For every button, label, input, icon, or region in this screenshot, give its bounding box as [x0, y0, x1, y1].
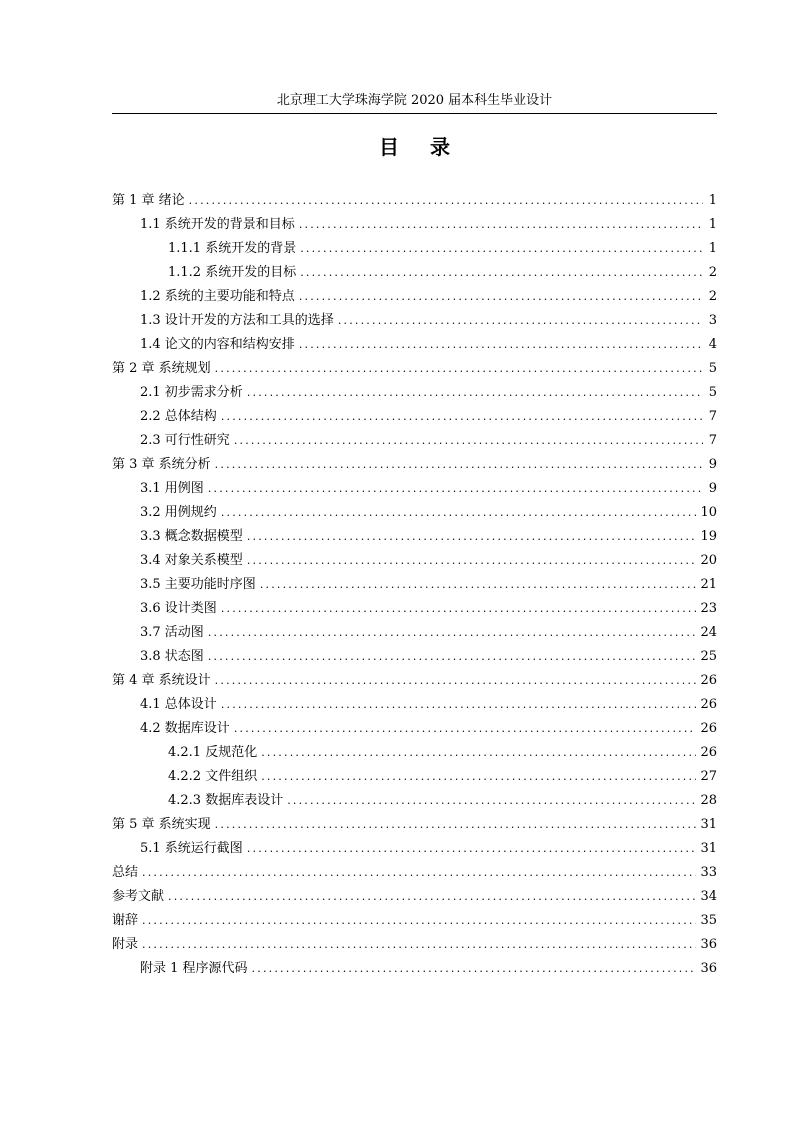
toc-entry-label: 3.6 设计类图: [140, 601, 217, 616]
toc-dot-leader: [260, 573, 697, 597]
toc-entry-label: 4.1 总体设计: [140, 697, 217, 712]
toc-entry-label: 总结: [112, 865, 139, 880]
toc-entry-label: 3.5 主要功能时序图: [140, 577, 256, 592]
toc-entry[interactable]: [112, 525, 717, 549]
toc-entry-label: 附录: [112, 937, 139, 952]
toc-entry-label: 第 2 章 系统规划: [112, 361, 211, 376]
toc-entry-label: 3.2 用例规约: [140, 505, 217, 520]
toc-entry[interactable]: [112, 429, 717, 453]
toc-dot-leader: [221, 405, 703, 429]
toc-entry[interactable]: [112, 909, 717, 933]
toc-entry[interactable]: [112, 717, 717, 741]
toc-entry-page-number: 20: [700, 553, 717, 568]
toc-entry[interactable]: [112, 549, 717, 573]
toc-entry-page-number: 19: [700, 529, 717, 544]
toc-dot-leader: [189, 189, 703, 213]
toc-entry-page-number: 5: [708, 361, 717, 376]
toc-entry[interactable]: [112, 285, 717, 309]
toc-entry-label: 3.4 对象关系模型: [140, 553, 243, 568]
toc-dot-leader: [300, 261, 703, 285]
toc-entry[interactable]: [112, 501, 717, 525]
toc-dot-leader: [234, 429, 703, 453]
toc-entry-label: 4.2.3 数据库表设计: [168, 793, 284, 808]
toc-dot-leader: [215, 453, 703, 477]
toc-dot-leader: [252, 957, 697, 981]
toc-entry-page-number: 26: [700, 745, 717, 760]
toc-dot-leader: [247, 525, 697, 549]
toc-entry[interactable]: [112, 645, 717, 669]
toc-dot-leader: [215, 669, 697, 693]
toc-entry[interactable]: [112, 597, 717, 621]
toc-entry[interactable]: [112, 381, 717, 405]
toc-entry[interactable]: [112, 573, 717, 597]
toc-entry[interactable]: [112, 837, 717, 861]
toc-entry-label: 4.2.1 反规范化: [168, 745, 258, 760]
toc-dot-leader: [247, 381, 703, 405]
toc-entry-page-number: 25: [700, 649, 717, 664]
toc-entry-page-number: 9: [708, 481, 717, 496]
toc-entry-page-number: 26: [700, 673, 717, 688]
toc-entry[interactable]: [112, 477, 717, 501]
toc-entry-page-number: 26: [700, 697, 717, 712]
toc-entry-label: 3.1 用例图: [140, 481, 204, 496]
toc-entry[interactable]: [112, 309, 717, 333]
toc-entry-page-number: 7: [708, 409, 717, 424]
toc-entry[interactable]: [112, 741, 717, 765]
toc-entry-page-number: 34: [700, 889, 717, 904]
page-title: 目 录: [379, 135, 462, 159]
toc-entry-label: 第 3 章 系统分析: [112, 457, 211, 472]
toc-entry-page-number: 23: [700, 601, 717, 616]
toc-entry-page-number: 27: [700, 769, 717, 784]
toc-entry[interactable]: [112, 189, 717, 213]
toc-entry-label: 第 1 章 绪论: [112, 193, 185, 208]
toc-entry-page-number: 1: [708, 193, 717, 208]
toc-dot-leader: [247, 837, 697, 861]
toc-entry-page-number: 36: [700, 961, 717, 976]
toc-entry-label: 1.1 系统开发的背景和目标: [140, 217, 295, 232]
toc-entry[interactable]: [112, 357, 717, 381]
toc-entry-label: 3.7 活动图: [140, 625, 204, 640]
toc-entry[interactable]: [112, 333, 717, 357]
toc-dot-leader: [300, 237, 703, 261]
toc-dot-leader: [234, 717, 697, 741]
toc-entry-label: 1.1.2 系统开发的目标: [168, 265, 297, 280]
toc-entry[interactable]: [112, 693, 717, 717]
toc-dot-leader: [208, 477, 703, 501]
toc-dot-leader: [142, 909, 696, 933]
toc-entry-label: 第 5 章 系统实现: [112, 817, 211, 832]
toc-entry-page-number: 36: [700, 937, 717, 952]
toc-entry-label: 3.8 状态图: [140, 649, 204, 664]
toc-entry-page-number: 3: [708, 313, 717, 328]
toc-entry-label: 附录 1 程序源代码: [140, 961, 248, 976]
toc-entry-label: 1.4 论文的内容和结构安排: [140, 337, 295, 352]
toc-entry-label: 2.3 可行性研究: [140, 433, 230, 448]
toc-dot-leader: [299, 213, 703, 237]
toc-dot-leader: [299, 285, 703, 309]
toc-entry-page-number: 4: [708, 337, 717, 352]
toc-entry-page-number: 26: [700, 721, 717, 736]
running-header: 北京理工大学珠海学院 2020 届本科生毕业设计: [276, 93, 553, 108]
toc-entry-page-number: 1: [708, 241, 717, 256]
table-of-contents: [112, 189, 717, 981]
toc-entry-page-number: 33: [700, 865, 717, 880]
toc-entry-label: 3.3 概念数据模型: [140, 529, 243, 544]
toc-dot-leader: [287, 789, 696, 813]
toc-dot-leader: [142, 861, 696, 885]
toc-entry-label: 第 4 章 系统设计: [112, 673, 211, 688]
toc-entry[interactable]: [112, 765, 717, 789]
toc-entry-label: 4.2 数据库设计: [140, 721, 230, 736]
toc-entry-label: 参考文献: [112, 889, 165, 904]
toc-entry[interactable]: [112, 405, 717, 429]
toc-dot-leader: [221, 597, 697, 621]
toc-dot-leader: [215, 357, 703, 381]
toc-dot-leader: [338, 309, 703, 333]
toc-entry[interactable]: [112, 861, 717, 885]
toc-dot-leader: [247, 549, 697, 573]
toc-entry[interactable]: [112, 669, 717, 693]
toc-entry-label: 1.1.1 系统开发的背景: [168, 241, 297, 256]
toc-entry-page-number: 31: [700, 841, 717, 856]
toc-entry-page-number: 7: [708, 433, 717, 448]
toc-entry-page-number: 31: [700, 817, 717, 832]
toc-dot-leader: [208, 621, 697, 645]
toc-entry-label: 4.2.2 文件组织: [168, 769, 258, 784]
toc-entry[interactable]: [112, 933, 717, 957]
toc-entry[interactable]: [112, 261, 717, 285]
toc-entry-page-number: 24: [700, 625, 717, 640]
toc-entry[interactable]: [112, 213, 717, 237]
toc-dot-leader: [215, 813, 697, 837]
toc-entry-page-number: 21: [700, 577, 717, 592]
toc-entry-page-number: 9: [708, 457, 717, 472]
toc-entry-label: 2.1 初步需求分析: [140, 385, 243, 400]
toc-entry[interactable]: [112, 813, 717, 837]
toc-entry-page-number: 5: [708, 385, 717, 400]
toc-entry-page-number: 1: [708, 217, 717, 232]
toc-entry-page-number: 2: [708, 265, 717, 280]
toc-entry-page-number: 28: [700, 793, 717, 808]
toc-entry[interactable]: [112, 957, 717, 981]
toc-entry-page-number: 10: [700, 505, 717, 520]
toc-dot-leader: [299, 333, 703, 357]
toc-entry-label: 1.2 系统的主要功能和特点: [140, 289, 295, 304]
toc-dot-leader: [142, 933, 696, 957]
toc-entry[interactable]: [112, 789, 717, 813]
toc-dot-leader: [261, 741, 696, 765]
toc-entry-page-number: 2: [708, 289, 717, 304]
toc-entry[interactable]: [112, 621, 717, 645]
toc-entry-label: 5.1 系统运行截图: [140, 841, 243, 856]
toc-entry-page-number: 35: [700, 913, 717, 928]
toc-entry-label: 谢辞: [112, 913, 139, 928]
toc-entry-label: 1.3 设计开发的方法和工具的选择: [140, 313, 334, 328]
toc-entry-label: 2.2 总体结构: [140, 409, 217, 424]
toc-dot-leader: [221, 501, 697, 525]
toc-entry[interactable]: [112, 237, 717, 261]
toc-entry[interactable]: [112, 453, 717, 477]
toc-dot-leader: [208, 645, 697, 669]
toc-dot-leader: [261, 765, 696, 789]
toc-dot-leader: [221, 693, 697, 717]
toc-dot-leader: [168, 885, 696, 909]
header-rule: [112, 113, 717, 114]
toc-entry[interactable]: [112, 885, 717, 909]
